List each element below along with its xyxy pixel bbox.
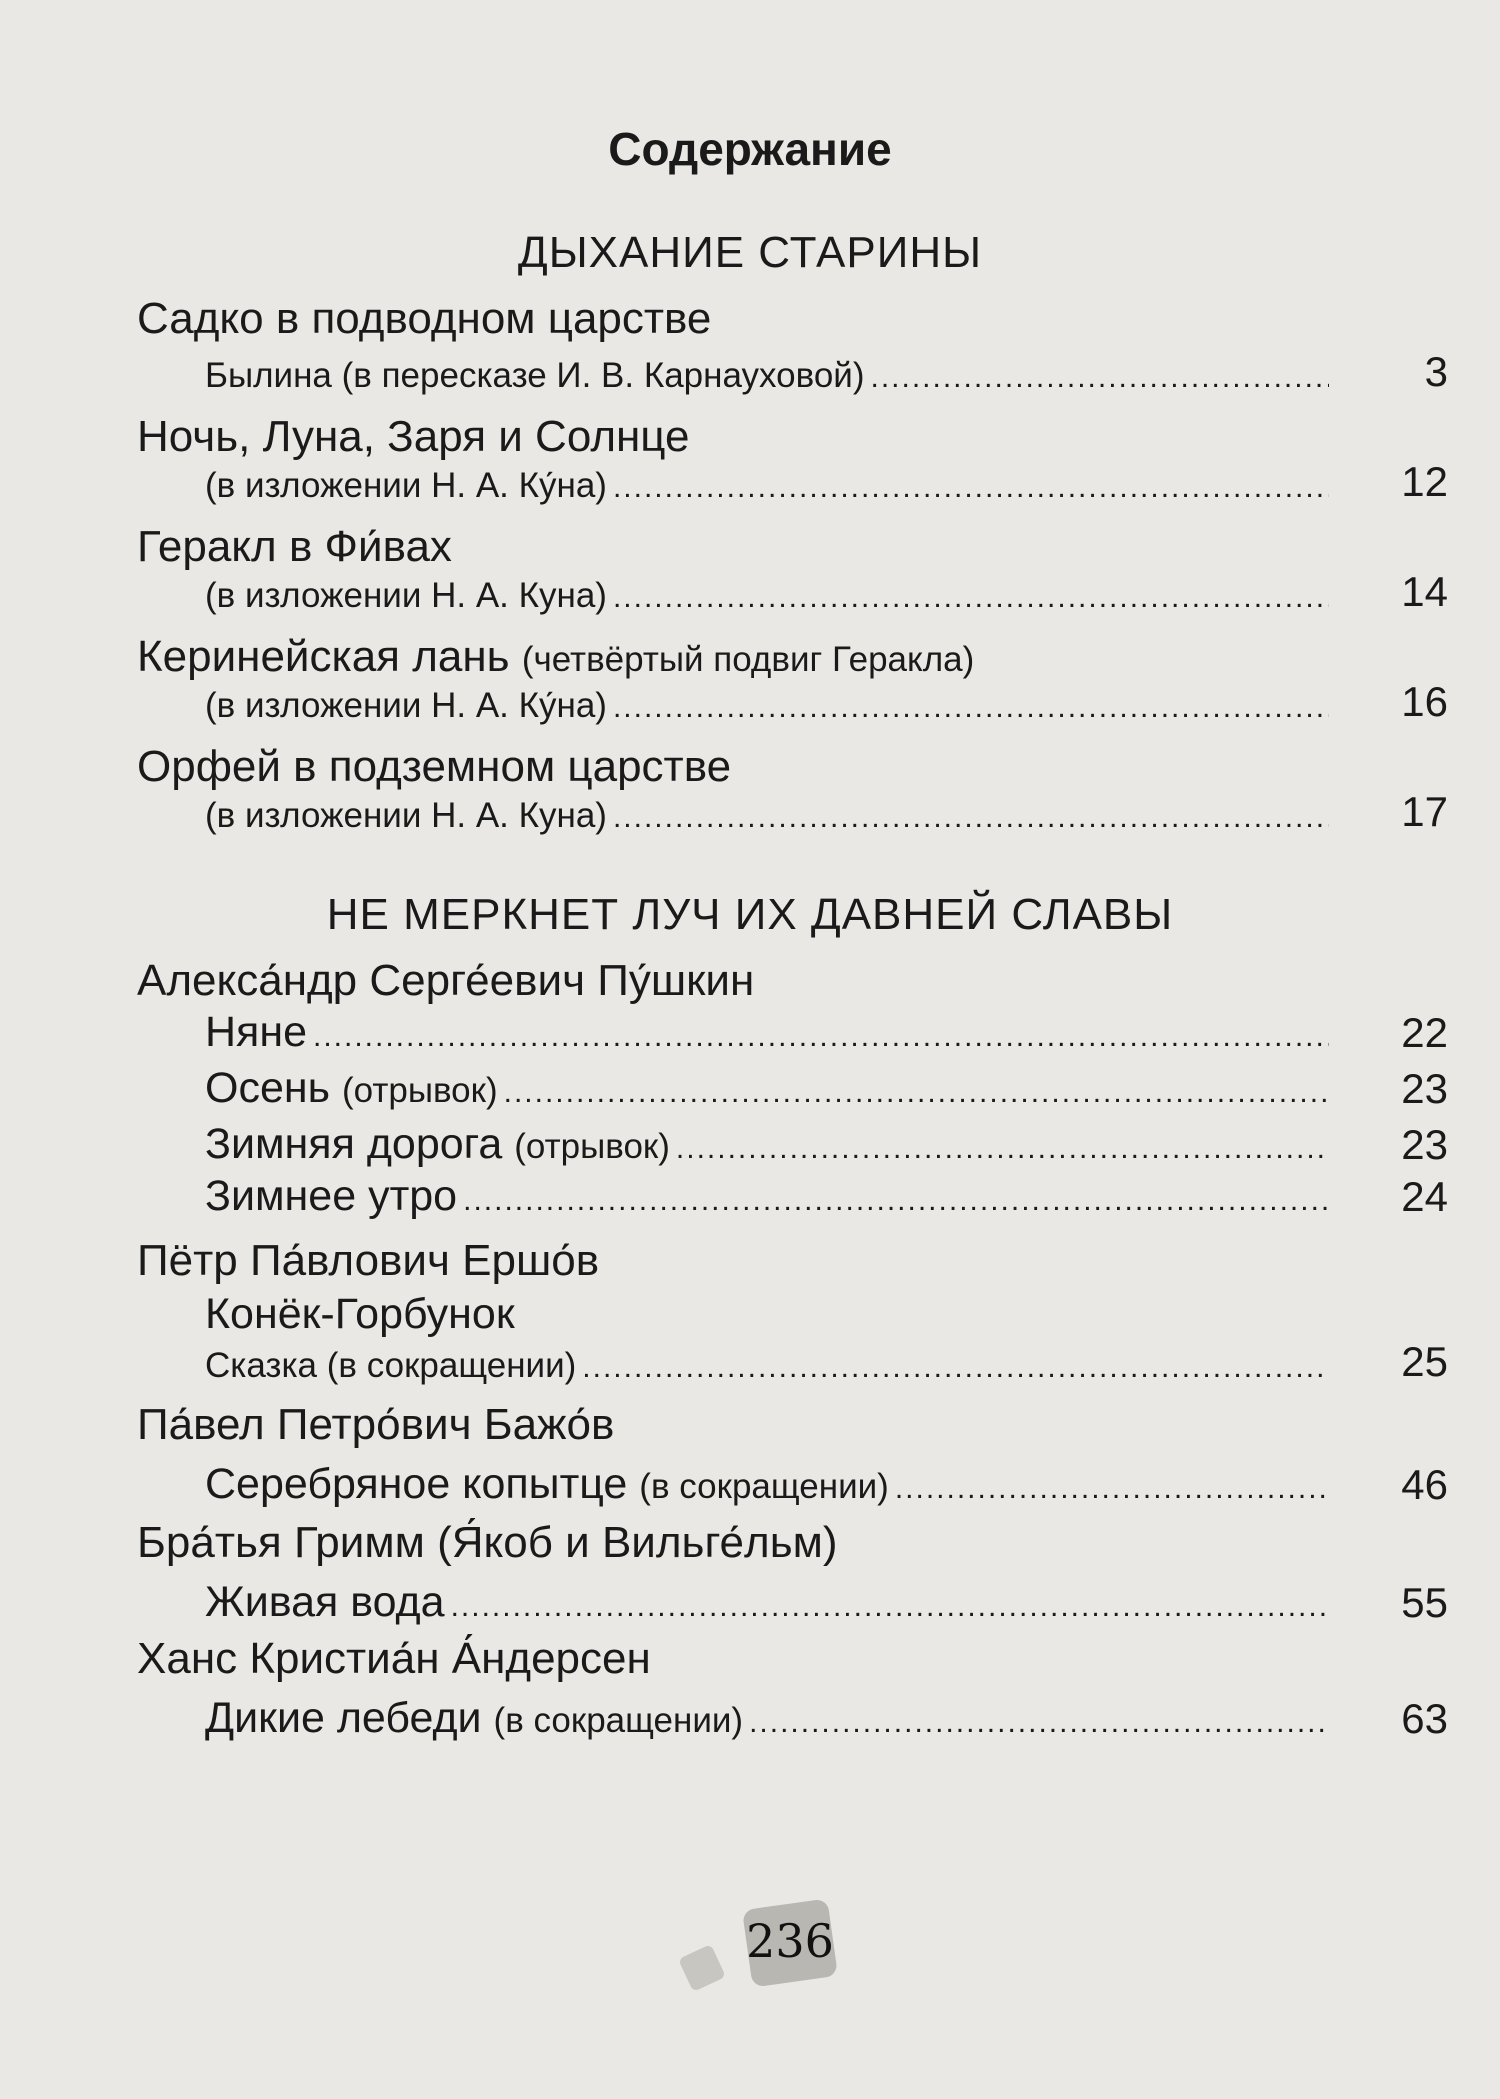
entry-subtitle: (в изложении Н. А. Ку́на) — [205, 686, 607, 725]
toc-line — [205, 1172, 1448, 1221]
toc-line — [205, 1064, 1448, 1113]
toc-line — [205, 1120, 1448, 1169]
toc-line — [205, 348, 1448, 396]
dot-leader — [613, 691, 1329, 725]
page-ref: 55 — [1401, 1579, 1448, 1626]
work-title: Конёк-Горбунок — [205, 1290, 515, 1338]
toc-line — [205, 1694, 1448, 1743]
work-note: (отрывок) — [514, 1127, 670, 1166]
dot-leader — [895, 1472, 1329, 1506]
dot-leader — [451, 1590, 1329, 1624]
author-name: Бра́тья Гримм (Я́коб и Вильге́льм) — [137, 1518, 838, 1567]
work-title: Серебряное копытце — [205, 1460, 628, 1508]
page-ref: 25 — [1401, 1338, 1448, 1385]
author-name: Ханс Кристиа́н А́ндерсен — [137, 1634, 651, 1683]
page-ref: 16 — [1401, 678, 1448, 725]
work-title: Няне — [205, 1008, 307, 1056]
entry-title: Ночь, Луна, Заря и Солнце — [137, 412, 690, 461]
toc-line — [205, 1338, 1448, 1386]
work-title: Зимнее утро — [205, 1172, 458, 1220]
page-number: 236 — [746, 1914, 834, 1968]
entry-subtitle: (в изложении Н. А. Ку́на) — [205, 466, 607, 505]
page-ref: 23 — [1401, 1065, 1448, 1112]
work-note: (в сокращении) — [493, 1701, 744, 1740]
dot-leader — [613, 581, 1329, 615]
entry-subtitle: (в изложении Н. А. Куна) — [205, 576, 607, 615]
section-heading: ДЫХАНИЕ СТАРИНЫ — [517, 228, 983, 277]
page-ref: 14 — [1401, 568, 1448, 615]
entry-title-text: Керинейская лань — [137, 632, 510, 681]
dot-leader — [463, 1184, 1329, 1218]
entry-title: Геракл в Фи́вах — [137, 522, 452, 571]
toc-line — [205, 1008, 1448, 1057]
page-ref: 24 — [1401, 1173, 1448, 1220]
entry-title-note: (четвёртый подвиг Геракла) — [521, 640, 975, 679]
page-ref: 23 — [1401, 1121, 1448, 1168]
page-ref: 12 — [1401, 458, 1448, 505]
toc-line — [205, 1460, 1448, 1509]
work-note: (отрывок) — [341, 1071, 498, 1110]
work-title: Осень — [205, 1064, 331, 1112]
author-name: Па́вел Петро́вич Бажо́в — [137, 1400, 615, 1449]
page-ref: 17 — [1401, 788, 1448, 835]
toc-line — [205, 568, 1448, 616]
entry-title — [137, 632, 974, 682]
page-ref: 3 — [1424, 348, 1448, 395]
work-title: Зимняя дорога — [205, 1120, 503, 1168]
author-name: Алекса́ндр Серге́евич Пу́шкин — [137, 956, 755, 1005]
work-note: (в сокращении) — [639, 1467, 889, 1506]
entry-subtitle: (в изложении Н. А. Куна) — [205, 796, 607, 835]
dot-leader — [582, 1351, 1329, 1385]
work-title: Живая вода — [205, 1578, 445, 1626]
page-title: Содержание — [608, 123, 892, 175]
author-name: Пётр Па́влович Ершо́в — [137, 1236, 600, 1285]
dot-leader — [613, 471, 1329, 505]
entry-title: Орфей в подземном царстве — [137, 742, 732, 791]
dot-leader — [749, 1706, 1329, 1740]
dot-leader — [313, 1020, 1329, 1054]
section-heading: НЕ МЕРКНЕТ ЛУЧ ИХ ДАВНЕЙ СЛАВЫ — [326, 890, 1174, 939]
entry-subtitle: Былина (в пересказе И. В. Карнауховой) — [205, 356, 865, 395]
toc-line — [205, 788, 1448, 836]
dot-leader — [613, 801, 1329, 835]
page-number-decoration — [678, 1944, 726, 1992]
page-ref: 46 — [1401, 1461, 1448, 1508]
entry-title: Садко в подводном царстве — [137, 294, 712, 343]
toc-line — [205, 1578, 1448, 1627]
page-ref: 63 — [1401, 1695, 1448, 1742]
work-title: Дикие лебеди — [205, 1694, 482, 1742]
toc-line — [205, 458, 1448, 506]
dot-leader — [676, 1132, 1329, 1166]
toc-line — [205, 678, 1448, 726]
work-subtitle: Сказка (в сокращении) — [205, 1346, 577, 1385]
dot-leader — [871, 361, 1330, 395]
dot-leader — [504, 1076, 1329, 1110]
page-ref: 22 — [1401, 1009, 1448, 1056]
